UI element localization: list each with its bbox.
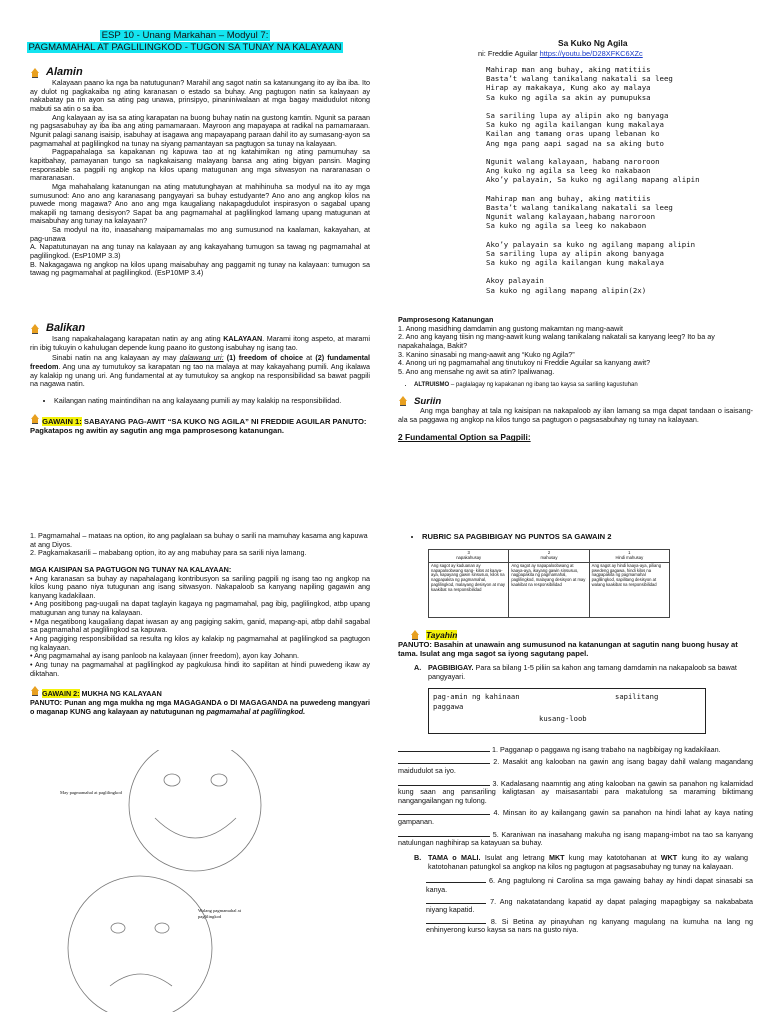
answer-blank[interactable] <box>426 903 486 904</box>
part-b-items <box>398 877 753 935</box>
rubric-header-cell: 3 napakahusay <box>429 550 509 563</box>
sad-face-icon <box>68 876 212 1012</box>
question-item: 6. Ang pagtulong ni Carolina sa mga gawaing bahay ay hindi dapat sinasabi sa kanya. <box>426 876 753 894</box>
rubric-section <box>412 532 752 618</box>
tayahin-instructions: PANUTO: Basahin at unawain ang sumusunod na katanungan at sagutin nang buong husay at tama. Isulat ang mga sagot sa iyong sagutang papel. <box>398 640 738 659</box>
lyric-line: Akoy palayain <box>486 276 544 286</box>
kaisipan-item: • Mga negatibong kaugaliang dapat iwasan ay ang pagiging sakim, ganid, mapang-api, atbp dahil sagabal sa pagmamahal at paglilingkod sa kapuwa. <box>30 616 370 635</box>
alamin-heading: Alamin <box>46 66 83 78</box>
word-choice: sapilitang <box>615 691 659 701</box>
gawain2-instructions: PANUTO: Punan ang mga mukha ng mga MAGAGANDA o DI MAGAGANDA na puwedeng mangyari o maganap KUNG ang kalayaan ay natutugunan ng pagmamahal at paglilingkod. <box>30 697 370 716</box>
question-item: 5. Karaniwan na inasahang makuha ng isang mapang-imbot na tao sa kanyang natulungan naghihirap sa katayuan sa buhay. <box>398 829 753 848</box>
song-lyrics <box>398 65 748 295</box>
rubric-header-cell: 1 Hindi mahusay <box>589 550 669 563</box>
lyric-line: Sa kuko ng agila kailangan kung makalaya <box>486 120 664 130</box>
arrow-bullet-icon <box>398 396 408 406</box>
lyric-line: Sa kuko ng agila sa leeg ko nakabaon <box>486 221 647 231</box>
arrow-bullet-icon <box>30 68 40 78</box>
lyric-line: Mahirap man ang buhay, aking matitiis <box>486 64 651 74</box>
lyric-line: Basta’t walang tanikalang nakatali sa leeg <box>486 202 673 212</box>
song-title: Sa Kuko Ng Agila <box>558 38 628 48</box>
song-stanza <box>486 276 748 295</box>
song-stanza <box>486 65 748 102</box>
lyric-line: Sa sariling lupa ay alipin ako ng banyaga <box>486 110 669 120</box>
question-item: 8. Si Betina ay pinayuhan ng kanyang magulang na kumuha na lang ng enhinyerong kurso kaysa sa nars na gusto niya. <box>426 916 753 935</box>
question-item: 1. Anong masidhing damdamin ang gustong makamtan ng mang-aawit <box>398 323 623 333</box>
arrow-bullet-icon <box>410 630 420 640</box>
arrow-bullet-icon <box>30 414 40 424</box>
part-a-items <box>398 746 753 848</box>
tayahin-section <box>398 630 753 938</box>
kaisipan-heading: MGA KAISIPAN SA PAGTUGON NG TUNAY NA KALAYAAN: <box>30 564 232 574</box>
answer-blank[interactable] <box>398 785 490 786</box>
question-item: 2. Ano ang kayang tiisin ng mang-aawit kung walang tanikalang nakatali sa kanyang leeg? Ito ba ay napakahalaga, Bakit? <box>398 332 715 350</box>
kaisipan-item: • Ang pagmamahal ay isang panloob na kalayaan (inner freedom), ayon kay Johann. <box>30 651 300 661</box>
word-choice-box <box>428 688 706 734</box>
alamin-paragraph: Kalayaan paano ka nga ba natutugunan? Marahil ang sagot natin sa katanungang ito ay iba iba. Ito ay dulot ng pagkakaiba ng ating karanasan o estado sa buhay. Ang pagtugon natin sa kalayaan ay nakabatay pa rin ayon sa ating pag unawa, prinsipyo, pinaniniwalaan at mga bagay maidudulot nitong mabuti sa atin o sa iba. <box>30 78 370 114</box>
rubric-cell: Ang sagot ay kaduanan ay napapaloobwang sang- kilos at kaaya-aya, kapayang gawin sinsusuo, kilos na nagpapakita ng pagmamahal, paglilingkod, malayang desisyon at may kaakibat na responsibilidad <box>429 562 509 617</box>
face2-label: Walang pagmamahal at paglilingkod <box>198 908 241 919</box>
kaisipan-item: • Ang karanasan sa buhay ay napahalagang kontribusyon sa sariling pagpili ng isang tao ng angkop na kilos kung paano niya tutugunan ang isang sitwasyon. Nakapaloob sa kanyang napiling gagawin ang kanyang kadakilaan. <box>30 573 370 600</box>
kaisipan-item: • Ang tunay na pagmamahal at paglilingkod ay pagkukusa hindi ito sapilitan at hindi puwedeng ikaw ay diktahan. <box>30 659 370 678</box>
question-item: 5. Ano ang mensahe ng awit sa atin? Ipaliwanag. <box>398 366 555 376</box>
tayahin-heading: Tayahin <box>426 630 458 640</box>
kaisipan-list <box>30 575 370 679</box>
word-choice: kusang-loob <box>539 713 587 723</box>
lyric-line: Sa kuko ng agilang mapang alipin(2x) <box>486 285 647 295</box>
lyric-line: Sa kuko ng agila kailangan kung makalaya <box>486 258 664 268</box>
alamin-section <box>30 66 370 278</box>
lyric-line: Hirap ay makakaya, Kung ako ay malaya <box>486 83 651 93</box>
lyric-line: Kailan ang tamang oras upang lebanan ko <box>486 129 660 139</box>
lower-left-section <box>30 532 370 716</box>
question-item: 1. Pagganap o paggawa ng isang trabaho na nagbibigay ng kadakilaan. <box>398 746 753 755</box>
rubric-cell: Ang sagot ay hindi kaaya-aya, piliang pwedeng gagawa, hindi kilos na nagpapakita ng pagmamahal paglilingkod, sapilitang desisyon at walang kaakibat na responsibilidad <box>589 562 669 617</box>
song-stanza <box>486 157 748 185</box>
gawain2-heading: GAWAIN 2: MUKHA NG KALAYAAN <box>30 686 370 699</box>
definition-item: 2. Pagkamakasarili – mababang option, ito ay ang mabuhay para sa sarili niya lamang. <box>30 548 307 558</box>
alamin-paragraph: Ang kalayaan ay isa sa ating karapatan na buong buhay natin na gustong kamtin. Ngunit sa paraan ng pagsasabuhay ay iba iba ang ating pamamaraan. Mayroon ang mapayapa at radikal na pamamaraan. Ngunit palagi sanang isaisip, isabuhay at isagawa ang mapayapang paraan dahil ito ay sumasang-ayon sa pagmamahal at paglilingkod na tunay na siyang pamantayan sa pagtugon sa tunay na kalayaan. <box>30 112 370 148</box>
document-header <box>20 30 350 54</box>
answer-blank[interactable] <box>398 814 490 815</box>
balikan-paragraph: Sinabi natin na ang kalayaan ay may dalawang uri: (1) freedom of choice at (2) fundamental freedom. Ang una ay tumutukoy sa karapatan ng tao na malaya at may kakayahang pumili. Ang ikalawa ay kalakip ng unang uri. Ang fundamental at ay tumutukoy sa angkop na responsibilidad sa bawat pagpili na nagawa natin. <box>30 353 370 389</box>
lyric-line: Sa kuko ng agila sa akin ay pumupuksa <box>486 92 651 102</box>
lyric-line: Basta’t walang tanikalang nakatali sa leeg <box>486 74 673 84</box>
question-item: 4. Minsan ito ay kailangang gawin sa panahon na hindi lahat ay kaya nating gampanan. <box>398 808 753 827</box>
word-choice: paggawa <box>433 701 464 711</box>
song-stanza <box>486 240 748 268</box>
rubric-heading: • RUBRIC SA PAGBIBIGAY NG PUNTOS SA GAWAIN 2 <box>422 532 752 541</box>
lyric-line: Sa sariling lupa ay alipin akong banyaga <box>486 248 664 258</box>
lyric-line: Ngunit walang kalayaan,habang naroroon <box>486 212 656 222</box>
song-section <box>398 38 748 304</box>
song-byline: ni: Freddie Aguilar https://youtu.be/D28XFKC6XZc <box>478 49 643 59</box>
balikan-section <box>30 322 370 435</box>
gawain1-heading: GAWAIN 1: SABAYANG PAG-AWIT “SA KUKO NG AGILA” NI FREDDIE AGUILAR PANUTO: Pagkatapos ng awitin ay sagutin ang mga pamprosesong katanungan. <box>30 414 370 435</box>
kaisipan-item: • Ang positibong pag-uugali na dapat taglayin kagaya ng pagmamahal, pag ibig, paglilingkod, atbp upang matugunan ang tunay na kalayaan. <box>30 599 370 618</box>
alamin-paragraph: Pagpapahalaga sa kapakanan ng kapuwa tao at ng katahimikan ng ating pamumuhay sa kapitbahay, pamayanan tungo sa nagkakaisang malayang bansa ang ating bigyan pansin. Maging responsable sa pagpili ng angkop na kilos upang matugunan ang mga sitwasyon na nararanasan o mararanasan. <box>30 147 370 183</box>
question-item: 3. Kadalasang naamntig ang ating kalooban na gawin sa panahon ng kalamidad kung saan ang pansariling kaligtasan ay maisasantabi para makatulong sa maraming biktimang nangangailangan ng tulong. <box>398 778 753 805</box>
rubric-table <box>428 549 670 618</box>
balikan-bullet: • Kailangan nating maintindihan na ang kalayaang pumili ay may kalakip na responsibilidad. <box>54 397 370 406</box>
suriin-text: Ang mga banghay at tala ng kaisipan na nakapaloob ay ilan lamang sa mga dapat tandaan o isaisang-ala sa paggawa ng angkop na kilos tungo sa pagtugon o pagsasabuhay ng tunay na kalayaan. <box>398 406 753 424</box>
answer-blank[interactable] <box>398 763 490 764</box>
objective-a: A. Napatutunayan na ang tunay na kalayaan ay ang kakayahang tumugon sa tawag ng pagmamahal at paglilingkod. (EsP10MP 3.3) <box>30 242 370 260</box>
lyric-line: Ngunit walang kalayaan, habang naroroon <box>486 156 660 166</box>
alamin-paragraph: Mga mahahalang katanungan na ating matutunghayan at mahihinuha sa modyul na ito ay mga sumusunod: Ano ano ang karanasang pangyayari sa buhay estudyante? Ano ano ang angkop kilos na puwede mong magawa? Ano ano ang mga kaugaliang nakapagdudulot inspirasyon o sagabal upang makapili ng tamang desisyon? Sapat ba ang pagmamahal at paglilingkod lamang upang matugunan at maisabuhay ang tunay na kalayaan? <box>30 181 370 226</box>
alamin-paragraph: Sa modyul na ito, inaasahang maipamamalas mo ang sumusunod na kaalaman, kakayahan, at pag-unawa <box>30 225 370 243</box>
song-stanza <box>486 111 748 148</box>
answer-blank[interactable] <box>398 751 490 752</box>
lyric-line: Mahirap man ang buhay, aking matitiis <box>486 193 651 203</box>
lyric-line: Ako’y palayain sa kuko ng agilang mapang alipin <box>486 239 696 249</box>
fundamental-option-heading: 2 Fundamental Option sa Pagpili: <box>398 432 531 443</box>
song-link[interactable]: https://youtu.be/D28XFKC6XZc <box>539 49 643 59</box>
part-b-instructions: B. TAMA o MALI. Isulat ang letrang MKT kung may katotohanan at WKT kung ito ay walang katotohanan patungkol sa angkop na kilos ng pagtugon at pagsasabuhay ng tunay na kalayaan. <box>414 852 748 871</box>
question-item: 7. Ang nakatatandang kapatid ay dapat palaging mapagbigay sa nakababata niyang kapatid. <box>426 896 753 915</box>
rubric-cell: Ang sagot ay napapaloobwang at kaaya-aya, ikayang gawin sinsusuo, nagpapakita ng pagmamahal, paglilingkod, malayang desisyon at may kaakibat na responsibilidad <box>509 562 589 617</box>
definition-item: 1. Pagmamahal – mataas na option, ito ang paglalaan sa buhay o sarili na mamuhay kasama ang kapuwa at ang Diyos. <box>30 531 368 549</box>
part-a-instructions: A. PAGBIBIGAY. Para sa bilang 1-5 piliin sa kahon ang tamang damdamin na nakapaloob sa bawat pangyayari. <box>414 663 737 681</box>
happy-face-icon <box>129 750 261 871</box>
rubric-header-cell: 2 mahusay <box>509 550 589 563</box>
question-item: 2. Masakit ang kalooban na gawin ang isang bagay dahil walang magandang maidudulot sa iyo. <box>398 757 753 775</box>
module-title-line1: ESP 10 - Unang Markahan – Modyul 7: <box>101 30 269 41</box>
question-item: 3. Kanino sinasabi ng mang-aawit ang “Kuko ng Agila?” <box>398 349 575 359</box>
answer-blank[interactable] <box>426 923 486 924</box>
arrow-bullet-icon <box>30 686 40 696</box>
arrow-bullet-icon <box>30 324 40 334</box>
answer-blank[interactable] <box>398 836 490 837</box>
kaisipan-item: • Ang pagiging responsibilidad sa resulta ng kilos ay kalakip ng pagmamahal at paglilingkod sa pagtugon ng kalayaan. <box>30 634 370 652</box>
pamprosesong-heading: Pamprosesong Katanungan <box>398 315 494 324</box>
lyric-line: Ako’y palayain, Sa kuko ng agilang mapang alipin <box>486 175 700 185</box>
pamprosesong-section <box>398 316 753 443</box>
answer-blank[interactable] <box>426 882 486 883</box>
balikan-paragraph: Isang napakahalagang karapatan natin ay ang ating KALAYAAN. Marami itong aspeto, at marami rin ibig tukuyin o kahulugan depende kung paano ito gustong isabuhay ng isang tao. <box>30 334 370 352</box>
song-stanza <box>486 194 748 231</box>
altruismo-note: • ALTRUISMO – paglalagay ng kapakanan ng ibang tao kaysa sa sariling kagustuhan <box>414 382 753 389</box>
balikan-heading: Balikan <box>46 322 86 334</box>
lyric-line: Ang kuko ng agila sa leeg ko nakabaon <box>486 166 651 176</box>
word-choice: pag-amin ng kahinaan <box>433 691 520 701</box>
module-title-line2: PAGMAMAHAL AT PAGLILINGKOD - TUGON SA TUNAY NA KALAYAAN <box>28 41 342 53</box>
face1-label: May pagmamahal at paglilingkod <box>60 790 122 795</box>
lyric-line: Ang mga pang aapi sagad na sa aking buto <box>486 138 664 148</box>
question-item: 4. Anong uri ng pagmamahal ang tinutukoy ni Freddie Aguilar sa kanyang awit? <box>398 358 651 368</box>
suriin-heading: Suriin <box>414 395 442 407</box>
objective-b: B. Nakagagawa ng angkop na kilos upang maisabuhay ang paggamit ng tunay na kalayaan: tumugon sa tawag ng pagmamahal at paglilingkod. (EsP10MP 3.4) <box>30 259 370 278</box>
question-list <box>398 325 753 377</box>
